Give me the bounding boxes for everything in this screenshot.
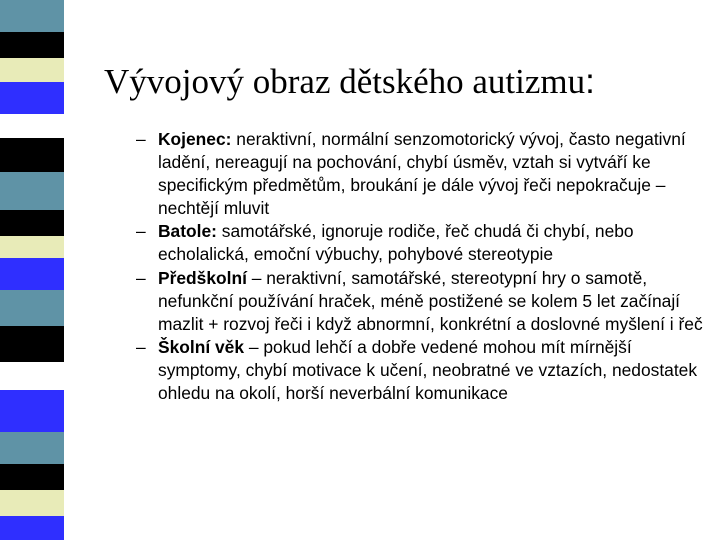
bullet-text: samotářské, ignoruje rodiče, řeč chudá či chybí, nebo echolalická, emoční výbuchy, pohybové stereotypie	[158, 221, 634, 265]
slide-title-text: Vývojový obraz dětského autizmu	[104, 62, 586, 101]
stripe-block	[0, 432, 64, 464]
stripe-block	[0, 290, 64, 326]
stripe-block	[0, 516, 64, 540]
bullet-lead: Předškolní	[158, 267, 247, 288]
bullet-item-batole	[136, 220, 706, 266]
stripe-block	[0, 362, 64, 390]
bullet-text: – neraktivní, samotářské, stereotypní hry o samotě, nefunkční používání hraček, méně postižené se kolem 5 let začínají mazlit + rozvoj řeči i když abnormní, konkrétní a doslovné myšlení i řeč	[158, 267, 703, 334]
stripe-block	[0, 82, 64, 114]
bullet-marker: –	[136, 129, 146, 149]
stripe-block	[0, 0, 64, 32]
stripe-block	[0, 390, 64, 432]
stripe-block	[0, 58, 64, 82]
bullet-lead: Batole:	[158, 221, 217, 242]
slide-title-colon: :	[585, 62, 595, 101]
stripe-block	[0, 172, 64, 210]
bullet-lead: Školní věk	[158, 336, 245, 357]
bullet-list	[136, 128, 706, 405]
bullet-item-skolni-vek	[136, 336, 706, 405]
slide-title	[104, 62, 704, 102]
bullet-marker: –	[136, 221, 146, 242]
stripe-block	[0, 114, 64, 138]
bullet-text: – pokud lehčí a dobře vedené mohou mít mírnější symptomy, chybí motivace k učení, neobratné ve vztazích, nedostatek ohledu na okolí, horší neverbální komunikace	[158, 336, 698, 404]
stripe-block	[0, 464, 64, 490]
stripe-block	[0, 236, 64, 258]
bullet-marker: –	[136, 336, 146, 357]
stripe-block	[0, 326, 64, 362]
bullet-text: neraktivní, normální senzomotorický vývoj, často negativní ladění, nereagují na pochování, chybí úsměv, vztah si vytváří ke specifickým předmětům, broukání je dále vývoj řeči nepokračuje – nechtějí mluvit	[158, 129, 686, 219]
stripe-block	[0, 32, 64, 58]
bullet-item-predskolni	[136, 267, 706, 336]
decorative-stripe	[0, 0, 64, 540]
stripe-block	[0, 490, 64, 516]
stripe-block	[0, 258, 64, 290]
stripe-block	[0, 210, 64, 236]
bullet-lead: Kojenec:	[158, 129, 232, 149]
stripe-block	[0, 138, 64, 172]
bullet-item-kojenec	[136, 128, 706, 220]
bullet-marker: –	[136, 267, 146, 288]
